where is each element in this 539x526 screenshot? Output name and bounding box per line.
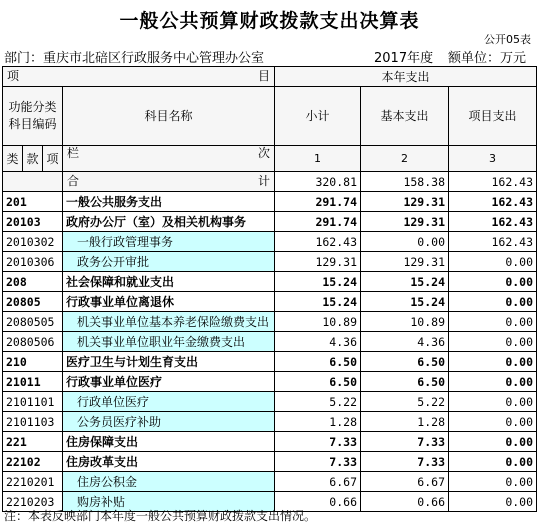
row-subtotal: 7.33	[275, 452, 361, 472]
row-code: 20103	[3, 212, 63, 232]
table-row	[3, 212, 537, 232]
row-basic: 129.31	[361, 252, 449, 272]
row-code: 22102	[3, 452, 63, 472]
row-project: 0.00	[449, 392, 537, 412]
row-code: 2010302	[3, 232, 63, 252]
header-ci: 次	[257, 146, 270, 160]
table-row	[3, 332, 537, 352]
row-code: 221	[3, 432, 63, 452]
row-project: 162.43	[449, 232, 537, 252]
header-col1: 1	[275, 146, 361, 172]
row-project: 0.00	[449, 372, 537, 392]
row-basic: 129.31	[361, 192, 449, 212]
row-name: 医疗卫生与计划生育支出	[63, 352, 275, 372]
unit-label: 额单位：万元	[448, 51, 527, 66]
row-code: 2080505	[3, 312, 63, 332]
table-row	[3, 272, 537, 292]
row-name: 政务公开审批	[63, 252, 275, 272]
table-row	[3, 372, 537, 392]
row-name: 行政单位医疗	[63, 392, 275, 412]
header-lei: 类	[3, 146, 23, 172]
row-project: 0.00	[449, 432, 537, 452]
table-row	[3, 192, 537, 212]
total-row	[3, 172, 537, 192]
header-item-label: 项	[7, 69, 20, 83]
row-project: 0.00	[449, 292, 537, 312]
row-code: 2101103	[3, 412, 63, 432]
header-current-year: 本年支出	[275, 67, 537, 87]
row-name: 一般公共服务支出	[63, 192, 275, 212]
row-project: 162.43	[449, 192, 537, 212]
total-label-cell	[63, 172, 275, 192]
table-row	[3, 412, 537, 432]
total-ji: 计	[257, 174, 270, 188]
report-title: 一般公共预算财政拨款支出决算表	[119, 10, 420, 32]
header-lan-ci-cell	[63, 146, 275, 172]
row-project: 0.00	[449, 332, 537, 352]
header-col3: 3	[449, 146, 537, 172]
row-basic: 15.24	[361, 292, 449, 312]
table-row	[3, 252, 537, 272]
row-code: 2080506	[3, 332, 63, 352]
row-subtotal: 6.67	[275, 472, 361, 492]
header-kuan: 款	[23, 146, 43, 172]
row-basic: 1.28	[361, 412, 449, 432]
row-name: 购房补贴	[63, 492, 275, 512]
row-code: 2010306	[3, 252, 63, 272]
row-basic: 0.00	[361, 232, 449, 252]
row-code: 2210201	[3, 472, 63, 492]
row-subtotal: 15.24	[275, 292, 361, 312]
total-he: 合	[67, 174, 80, 188]
header-project: 项目支出	[449, 87, 537, 146]
header-subject-name: 科目名称	[63, 87, 275, 146]
row-project: 0.00	[449, 472, 537, 492]
header-col2: 2	[361, 146, 449, 172]
row-subtotal: 15.24	[275, 272, 361, 292]
table-row	[3, 312, 537, 332]
row-project: 0.00	[449, 492, 537, 512]
row-name: 一般行政管理事务	[63, 232, 275, 252]
table-row	[3, 292, 537, 312]
total-project: 162.43	[449, 172, 537, 192]
total-basic: 158.38	[361, 172, 449, 192]
row-project: 0.00	[449, 272, 537, 292]
table-row	[3, 352, 537, 372]
row-basic: 7.33	[361, 432, 449, 452]
header-row-lkx	[3, 146, 537, 172]
row-subtotal: 7.33	[275, 432, 361, 452]
header-subtotal: 小计	[275, 87, 361, 146]
report-meta	[4, 47, 535, 65]
header-func-code: 功能分类科目编码	[3, 87, 63, 146]
row-name: 社会保障和就业支出	[63, 272, 275, 292]
row-code: 20805	[3, 292, 63, 312]
row-project: 0.00	[449, 452, 537, 472]
row-code: 208	[3, 272, 63, 292]
row-basic: 6.67	[361, 472, 449, 492]
row-code: 21011	[3, 372, 63, 392]
year-label: 2017年度	[374, 51, 434, 66]
table-row	[3, 452, 537, 472]
row-project: 0.00	[449, 252, 537, 272]
table-row	[3, 392, 537, 412]
row-subtotal: 10.89	[275, 312, 361, 332]
row-subtotal: 291.74	[275, 212, 361, 232]
row-name: 行政事业单位医疗	[63, 372, 275, 392]
row-code: 201	[3, 192, 63, 212]
header-lan: 栏	[67, 146, 80, 160]
row-subtotal: 5.22	[275, 392, 361, 412]
row-subtotal: 162.43	[275, 232, 361, 252]
row-code: 2101101	[3, 392, 63, 412]
row-name: 住房公积金	[63, 472, 275, 492]
row-basic: 4.36	[361, 332, 449, 352]
header-row-item	[3, 67, 537, 87]
row-basic: 10.89	[361, 312, 449, 332]
header-xiang: 项	[43, 146, 63, 172]
total-subtotal: 320.81	[275, 172, 361, 192]
row-basic: 6.50	[361, 352, 449, 372]
total-code-cell	[3, 172, 63, 192]
header-item-end-label: 目	[257, 69, 270, 83]
row-name: 机关事业单位基本养老保险缴费支出	[63, 312, 275, 332]
row-project: 0.00	[449, 352, 537, 372]
header-basic: 基本支出	[361, 87, 449, 146]
row-basic: 15.24	[361, 272, 449, 292]
header-item-cell	[3, 67, 275, 87]
expenditure-table	[2, 66, 537, 512]
row-subtotal: 6.50	[275, 352, 361, 372]
row-name: 公务员医疗补助	[63, 412, 275, 432]
row-basic: 129.31	[361, 212, 449, 232]
table-row	[3, 232, 537, 252]
row-name: 住房改革支出	[63, 452, 275, 472]
table-row	[3, 472, 537, 492]
department-label: 部门：重庆市北碚区行政服务中心管理办公室	[4, 51, 265, 66]
row-subtotal: 0.66	[275, 492, 361, 512]
row-code: 2210203	[3, 492, 63, 512]
row-project: 162.43	[449, 212, 537, 232]
row-subtotal: 129.31	[275, 252, 361, 272]
row-subtotal: 6.50	[275, 372, 361, 392]
row-code: 210	[3, 352, 63, 372]
row-basic: 5.22	[361, 392, 449, 412]
row-name: 行政事业单位离退休	[63, 292, 275, 312]
row-name: 机关事业单位职业年金缴费支出	[63, 332, 275, 352]
row-basic: 6.50	[361, 372, 449, 392]
row-basic: 0.66	[361, 492, 449, 512]
row-basic: 7.33	[361, 452, 449, 472]
header-row-columns	[3, 87, 537, 146]
row-subtotal: 1.28	[275, 412, 361, 432]
row-project: 0.00	[449, 412, 537, 432]
row-subtotal: 291.74	[275, 192, 361, 212]
table-row	[3, 432, 537, 452]
row-project: 0.00	[449, 312, 537, 332]
footnote: 注：本表反映部门本年度一般公共预算财政拨款支出情况。	[4, 509, 317, 523]
form-code: 公开05表	[484, 33, 531, 46]
row-name: 住房保障支出	[63, 432, 275, 452]
row-name: 政府办公厅（室）及相关机构事务	[63, 212, 275, 232]
row-subtotal: 4.36	[275, 332, 361, 352]
